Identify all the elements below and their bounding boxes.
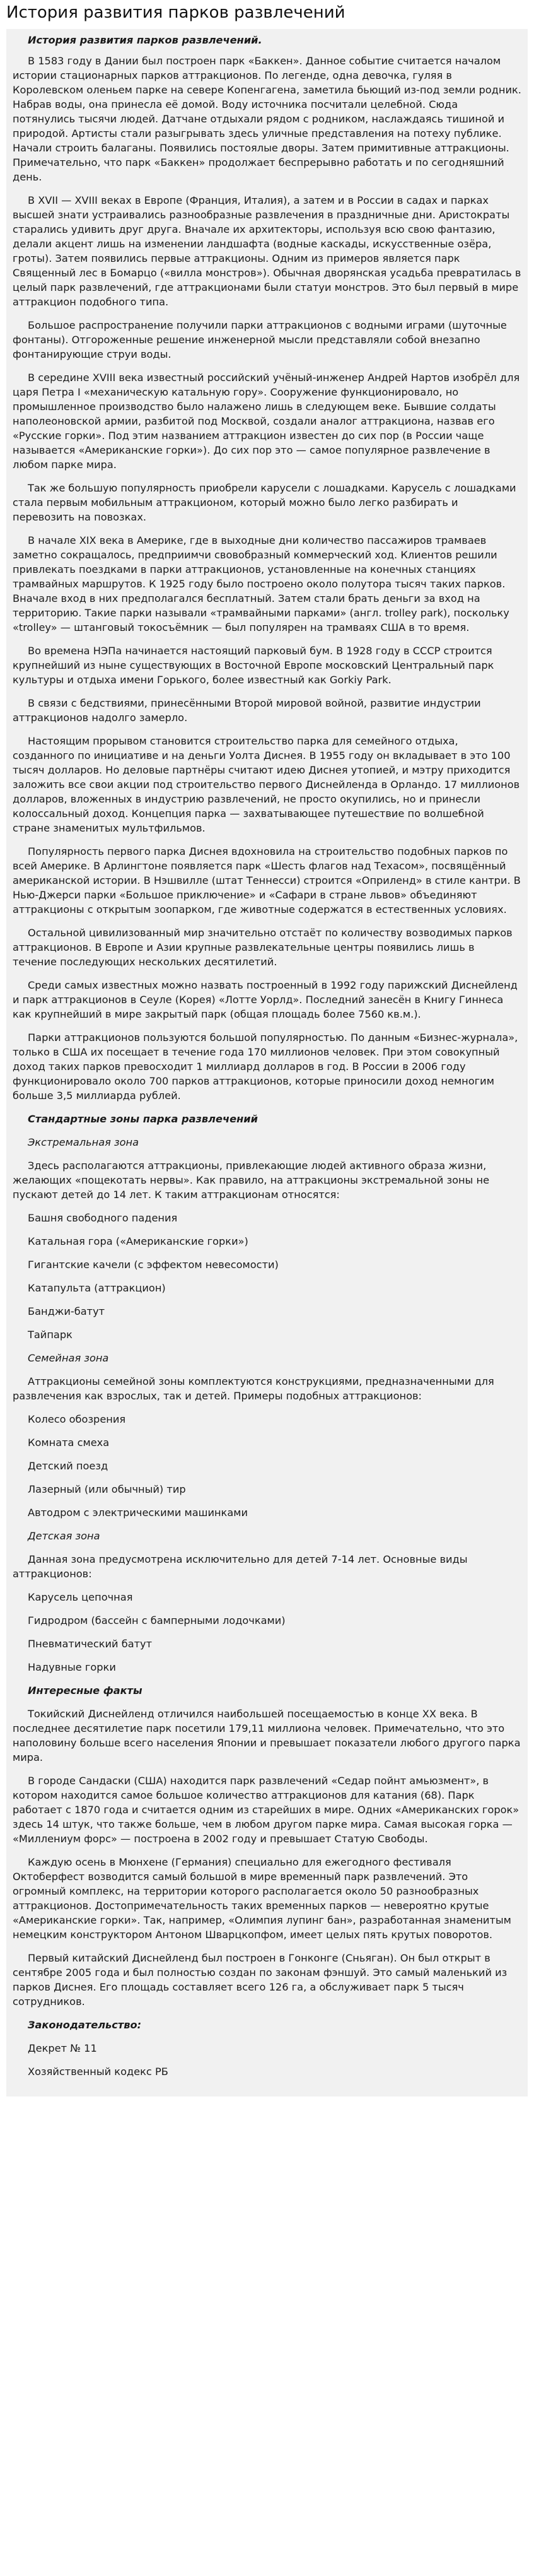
list-item: Колесо обозрения bbox=[28, 1413, 126, 1425]
page-title: История развития парков развлечений bbox=[6, 3, 345, 22]
subsection-heading: Экстремальная зона bbox=[28, 1136, 139, 1148]
list-item: Катальная гора («Американские горки») bbox=[28, 1235, 248, 1247]
paragraph: Каждую осень в Мюнхене (Германия) специально для ежегодного фестиваля Октоберфест возводится самый большой в мире временный парк развлечений. Это огромный комплекс, на территории которого располагается около 50 разнообразных аттракционов. Достопримечательность таких временных парков — невероятно крутые «Американские горки». Так, например, «Олимпия лупинг бан», разработанная знаменитым немецким конструктором Антоном Шварцкопфом, имеет целых пять крутых поворотов. bbox=[13, 1856, 511, 1941]
paragraph: В 1583 году в Дании был построен парк «Баккен». Данное событие считается началом истории стационарных парков аттракционов. По легенде, одна девочка, гуляя в Королевском оленьем парке на севере Копенгагена, заметила бьющий из-под земли родник. Набрав воды, она принесла её домой. Воду источника посчитали целебной. Сюда потянулись тысячи людей. Датчане отдыхали рядом с родником, наслаждаясь тишиной и природой. Артисты стали разыгрывать здесь уличные представления на потеху публике. Начали строить балаганы. Появились постоялые дворы. Затем примитивные аттракционы. Примечательно, что парк «Баккен» продолжает беспрерывно работать и по сегодняшний день. bbox=[13, 55, 521, 183]
subsection-heading: Детская зона bbox=[28, 1530, 100, 1542]
list-item: Комната смеха bbox=[28, 1437, 110, 1449]
list-item: Башня свободного падения bbox=[28, 1212, 178, 1224]
list-item: Гидродром (бассейн с бамперными лодочками) bbox=[28, 1614, 286, 1626]
paragraph: В начале XIX века в Америке, где в выходные дни количество пассажиров трамваев заметно сокращалось, предприимчи свовобразный коммерческий ход. Клиентов решили привлекать поездками в парки аттракционов, установленные на конечных станциях трамвайных маршрутов. К 1925 году было построено около полутора тысяч таких парков. Вначале вход в них предполагался бесплатный. Затем стали брать деньги за вход на территорию. Такие парки называли «трамвайными парками» (англ. trolley park), поскольку «trolley» — штанговый токосъёмник — был популярен на трамваях США в то время. bbox=[13, 534, 509, 633]
article-body bbox=[6, 29, 528, 2097]
paragraph: Парки аттракционов пользуются большой популярностью. По данным «Бизнес-журнала», только в США их посещает в течение года 170 миллионов человек. При этом совокупный доход таких парков превосходит 1 миллиард долларов в год. В России в 2006 году функционировало около 700 парков аттракционов, которые приносили доход немногим больше 3,5 миллиарда рублей. bbox=[13, 1032, 518, 1102]
section-heading: Законодательство: bbox=[28, 2019, 142, 2031]
paragraph: Аттракционы семейной зоны комплектуются конструкциями, предназначенными для развлечения как взрослых, так и детей. Примеры подобных аттракционов: bbox=[13, 1375, 494, 1402]
paragraph: Популярность первого парка Диснея вдохновила на строительство подобных парков по всей Америке. В Арлингтоне появляется парк «Шесть флагов над Техасом», посвящённый американской истории. В Нэшвилле (штат Теннесси) строится «Оприленд» в стиле кантри. В Нью-Джерси парки «Большое приключение» и «Сафари в стране львов» объединяют аттракционы с открытым зоопарком, где животные содержатся в естественных условиях. bbox=[13, 845, 521, 915]
paragraph: В связи с бедствиями, принесёнными Второй мировой войной, развитие индустрии аттракционов надолго замерло. bbox=[13, 697, 481, 724]
section-heading: Интересные факты bbox=[28, 1685, 142, 1697]
section-heading: Стандартные зоны парка развлечений bbox=[28, 1113, 258, 1125]
list-item: Банджи-батут bbox=[28, 1305, 105, 1317]
paragraph: Среди самых известных можно назвать построенный в 1992 году парижский Диснейленд и парк аттракционов в Сеуле (Корея) «Лотте Уорлд». Последний занесён в Книгу Гиннеса как крупнейший в мире закрытый парк (общая площадь более 7560 кв.м.). bbox=[13, 979, 518, 1020]
list-item: Декрет № 11 bbox=[28, 2042, 97, 2054]
paragraph: Большое распространение получили парки аттракционов с водными играми (шуточные фонтаны). Отгороженные решение инженерной мысли представляли собой внезапно фонтанирующие струи воды. bbox=[13, 319, 507, 360]
paragraph: Остальной цивилизованный мир значительно отстаёт по количеству возводимых парков аттракционов. В Европе и Азии крупные развлекательные центры появились лишь в течение последующих нескольких десятилетий. bbox=[13, 927, 513, 968]
list-item: Катапульта (аттракцион) bbox=[28, 1282, 166, 1294]
list-item: Хозяйственный кодекс РБ bbox=[28, 2066, 168, 2078]
paragraph: Токийский Диснейленд отличился наибольшей посещаемостью в конце XX века. В последнее десятилетие парк посетили 179,11 миллиона человек. Примечательно, что это наполовину больше всего населения Японии и превышает показатели любого другого парка мира. bbox=[13, 1708, 521, 1763]
paragraph: Данная зона предусмотрена исключительно для детей 7-14 лет. Основные виды аттракционов: bbox=[13, 1553, 468, 1580]
list-item: Пневматический батут bbox=[28, 1638, 153, 1650]
list-item: Автодром с электрическими машинками bbox=[28, 1507, 248, 1519]
paragraph: Первый китайский Диснейленд был построен в Гонконге (Сньяган). Он был открыт в сентябре 2005 года и был полностью создан по законам фэншуй. Это самый маленький из парков Диснея. Его площадь составляет всего 126 га, а обслуживает парк 5 тысяч сотрудников. bbox=[13, 1952, 508, 2008]
list-item: Детский поезд bbox=[28, 1460, 108, 1472]
paragraph: Настоящим прорывом становится строительство парка для семейного отдыха, созданного по инициативе и на деньги Уолта Диснея. В 1955 году он вкладывает в это 100 тысяч долларов. Но деловые партнёры считают идею Диснея утопией, и мэтру приходится заложить все свои акции под строительство первого Диснейленда в Орландо. 17 миллионов долларов, вложенных в индустрию развлечений, не просто окупились, но и принесли колоссальный доход. Концепция парка — захватывающее путешествие по волшебной стране знаменитых мультфильмов. bbox=[13, 735, 520, 834]
list-item: Лазерный (или обычный) тир bbox=[28, 1483, 186, 1495]
paragraph: В середине XVIII века известный российский учёный-инженер Андрей Нартов изобрёл для царя Петра I «механическую катальную гору». Сооружение функционировало, но промышленное производство было налажено лишь в следующем веке. Бывшие солдаты наполеоновской армии, разбитой под Москвой, создали аналог аттракциона, назвав его «Русские горки». Под этим названием аттракцион известен до сих пор (в России чаще называется «Американские горки»). До сих пор это — самое популярное развлечение в любом парке мира. bbox=[13, 372, 520, 471]
list-item: Карусель цепочная bbox=[28, 1591, 133, 1603]
subsection-heading: Семейная зона bbox=[28, 1352, 109, 1364]
paragraph: В городе Сандаски (США) находится парк развлечений «Седар пойнт амьюзмент», в котором находится самое большое количество аттракционов для катания (68). Парк работает с 1870 года и считается одним из старейших в мире. Одних «Американских горок» здесь 14 штук, что также больше, чем в любом другом парке мира. Самая высокая горка — «Миллениум форс» — построена в 2002 году и превышает Статую Свободы. bbox=[13, 1775, 519, 1845]
paragraph: В XVII — XVIII веках в Европе (Франция, Италия), а затем и в России в садах и парках высшей знати устраивались разнообразные развлечения в праздничные дни. Аристократы старались удивить друг друга. Вначале их архитекторы, используя всю свою фантазию, делали акцент лишь на изменении ландшафта (водные каскады, искусственные озёра, гроты). Затем появились первые аттракционы. Одним из примеров является парк Священный лес в Бомарцо («вилла монстров»). Обычная дворянская усадьба превратилась в целый парк развлечений, где аттракционами были статуи монстров. Это был первый в мире аттракцион подобного типа. bbox=[13, 194, 521, 308]
paragraph: Во времена НЭПа начинается настоящий парковый бум. В 1928 году в СССР строится крупнейший из ныне существующих в Восточной Европе московский Центральный парк культуры и отдыха имени Горького, более известный как Gorkiy Park. bbox=[13, 645, 494, 686]
list-item: Тайпарк bbox=[28, 1329, 73, 1341]
paragraph: Так же большую популярность приобрели карусели с лошадками. Карусель с лошадками стала первым мобильным аттракционом, который можно было легко разбирать и перевозить на повозках. bbox=[13, 482, 516, 523]
list-item: Надувные горки bbox=[28, 1661, 116, 1673]
section-heading: История развития парков развлечений. bbox=[28, 34, 262, 46]
list-item: Гигантские качели (с эффектом невесомости) bbox=[28, 1259, 279, 1271]
paragraph: Здесь располагаются аттракционы, привлекающие людей активного образа жизни, желающих «пощекотать нервы». Как правило, на аттракционы экстремальной зоны не пускают детей до 14 лет. К таким аттракционам относятся: bbox=[13, 1160, 490, 1201]
